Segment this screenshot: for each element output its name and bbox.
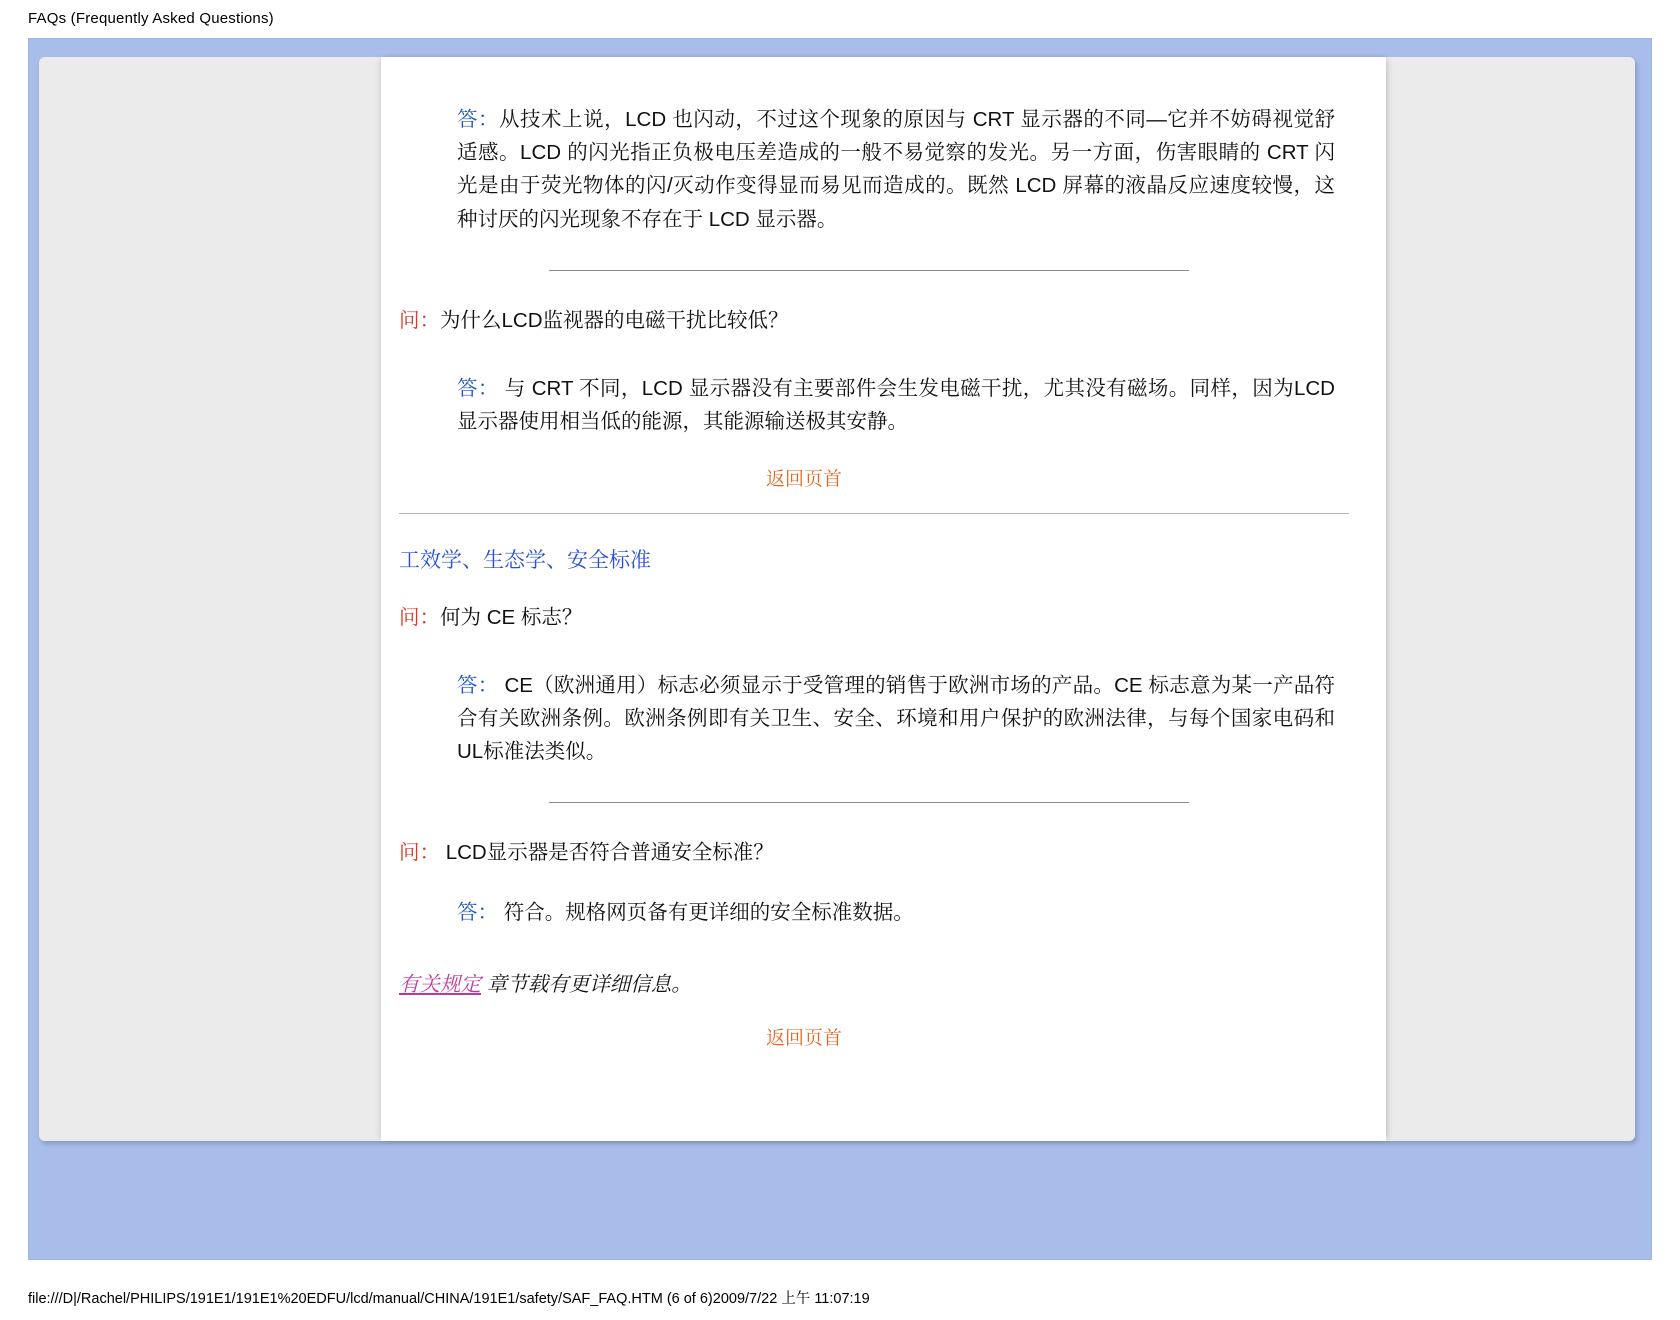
answer-block-2 xyxy=(399,372,1349,438)
question-label-1: 问： xyxy=(399,308,440,332)
regulatory-note-link[interactable]: 有关规定 xyxy=(399,973,481,997)
regulatory-note-text: 章节载有更详细信息。 xyxy=(481,973,692,997)
answer-block-3 xyxy=(399,669,1349,769)
question-block-3 xyxy=(399,837,1349,870)
question-paragraph-2 xyxy=(399,602,1349,635)
answer-label-2: 答： xyxy=(457,376,499,400)
back-to-top-2[interactable] xyxy=(399,1023,1349,1050)
document-body xyxy=(399,57,1349,1050)
answer-text-1: 从技术上说，LCD 也闪动，不过这个现象的原因与 CRT 显示器的不同—它并不妨碍视觉舒适感。LCD 的闪光指正负极电压差造成的一般不易觉察的发光。另一方面，伤害眼睛的 CRT 闪光是由于荧光物体的闪/灭动作变得显而易见而造成的。既然 LCD 屏幕的液晶反应速度较慢，这种讨厌的闪光现象不存在于 LCD 显示器。 xyxy=(457,108,1335,231)
answer-paragraph-1 xyxy=(457,103,1349,236)
section-heading[interactable] xyxy=(399,544,1349,574)
answer-label-4: 答： xyxy=(457,901,498,925)
divider-wide-1 xyxy=(399,513,1349,514)
question-paragraph-1 xyxy=(399,305,1349,338)
question-label-3: 问： xyxy=(399,841,440,865)
browser-print-header: FAQs (Frequently Asked Questions) xyxy=(28,10,274,27)
spacer xyxy=(399,870,1349,896)
section-heading-link[interactable]: 工效学、生态学、安全标准 xyxy=(399,549,651,573)
document-content-column xyxy=(381,57,1386,1141)
question-text-1: 为什么LCD监视器的电磁干扰比较低？ xyxy=(440,308,789,332)
answer-text-3: CE（欧洲通用）标志必须显示于受管理的销售于欧洲市场的产品。CE 标志意为某一产品符合有关欧洲条例。欧洲条例即有关卫生、安全、环境和用户保护的欧洲法律，与每个国家电码和UL标准法类似。 xyxy=(457,673,1336,764)
spacer xyxy=(399,635,1349,669)
question-label-2: 问： xyxy=(399,606,440,630)
back-to-top-link-2[interactable]: 返回页首 xyxy=(765,1028,842,1050)
answer-label-3: 答： xyxy=(457,673,499,697)
question-block-1 xyxy=(399,305,1349,338)
regulatory-note xyxy=(399,967,1349,997)
answer-paragraph-4 xyxy=(457,896,1349,929)
answer-label-1: 答： xyxy=(457,108,500,131)
divider-short-2 xyxy=(549,802,1189,803)
page-frame xyxy=(28,38,1652,1260)
answer-text-2: 与 CRT 不同，LCD 显示器没有主要部件会生发电磁干扰，尤其没有磁场。同样，因为LCD显示器使用相当低的能源，其能源输送极其安静。 xyxy=(457,376,1335,433)
browser-print-footer: file:///D|/Rachel/PHILIPS/191E1/191E1%20EDFU/lcd/manual/CHINA/191E1/safety/SAF_FAQ.HTM (6 of 6)2009/7/22 上午 11:07:19 xyxy=(28,1291,870,1307)
answer-paragraph-3 xyxy=(457,669,1349,769)
question-text-2: 何为 CE 标志？ xyxy=(440,606,583,630)
question-paragraph-3 xyxy=(399,837,1349,870)
spacer xyxy=(399,338,1349,372)
back-to-top-1[interactable] xyxy=(399,464,1349,491)
answer-block-1 xyxy=(399,103,1349,236)
spacer xyxy=(399,929,1349,947)
divider-short-1 xyxy=(549,270,1189,271)
question-block-2 xyxy=(399,602,1349,635)
answer-paragraph-2 xyxy=(457,372,1349,438)
question-text-3: LCD显示器是否符合普通安全标准？ xyxy=(445,841,774,865)
answer-block-4 xyxy=(399,896,1349,929)
answer-text-4: 符合。规格网页备有更详细的安全标准数据。 xyxy=(503,901,914,925)
back-to-top-link-1[interactable]: 返回页首 xyxy=(765,469,842,491)
